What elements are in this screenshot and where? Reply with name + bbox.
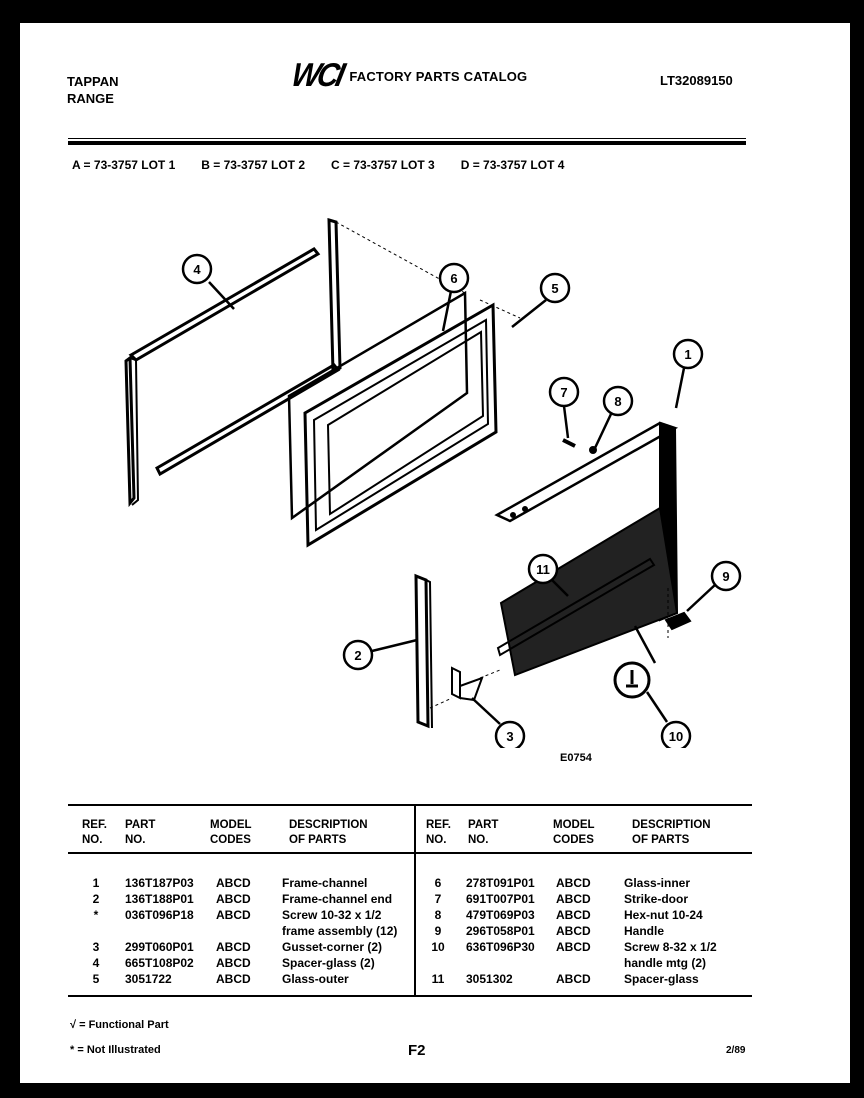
col-header-model-right: MODEL CODES	[553, 819, 595, 846]
header-rule-thick	[68, 141, 746, 145]
table-left-models: ABCD ABCD ABCD ABCD ABCD ABCD	[216, 876, 251, 986]
table-left-parts: 136T187P03 136T188P01 036T096P18 299T060P01 665T108P02 3051722	[125, 876, 194, 986]
header-rule-thin	[68, 138, 746, 139]
svg-text:6: 6	[450, 271, 458, 286]
catalog-title: FACTORY PARTS CATALOG	[349, 68, 528, 84]
callout-7	[550, 378, 578, 438]
table-header-rule	[68, 852, 752, 854]
part-7-strike-door	[563, 440, 575, 446]
page-code: F2	[408, 1042, 426, 1059]
callout-2	[344, 640, 417, 669]
svg-text:7: 7	[560, 385, 568, 400]
col-header-part-right: PART NO.	[468, 819, 499, 846]
callout-10	[662, 722, 690, 748]
svg-text:9: 9	[722, 569, 730, 584]
col-header-model: MODEL CODES	[210, 819, 252, 846]
col-header-ref-right: REF. NO.	[426, 819, 451, 846]
lot-b: B = 73-3757 LOT 2	[201, 158, 305, 172]
wci-logo: WCI	[288, 57, 346, 94]
functional-part-note: √ = Functional Part	[70, 1019, 169, 1031]
part-4-spacer-glass	[126, 220, 340, 505]
callout-4	[183, 255, 234, 309]
svg-text:3: 3	[506, 729, 514, 744]
callout-8	[595, 387, 632, 448]
brand-name: TAPPAN	[67, 74, 119, 89]
table-left-refs: 1 2 * 3 4 5	[92, 876, 100, 986]
catalog-title-block	[288, 57, 528, 94]
diagram-id: E0754	[560, 752, 592, 764]
product-name: RANGE	[67, 91, 114, 106]
svg-text:10: 10	[668, 729, 684, 744]
exploded-parts-diagram	[100, 208, 800, 748]
part-3-gusset-corner	[452, 668, 482, 700]
callout-5	[512, 274, 569, 327]
col-header-ref: REF. NO.	[82, 819, 107, 846]
svg-text:4: 4	[193, 262, 201, 277]
callout-3	[472, 698, 524, 748]
svg-text:8: 8	[614, 394, 622, 409]
table-right-parts: 278T091P01 691T007P01 479T069P03 296T058P01 636T096P30 3051302	[466, 876, 535, 986]
table-right-models: ABCD ABCD ABCD ABCD ABCD ABCD	[556, 876, 591, 986]
svg-text:11: 11	[536, 562, 550, 577]
table-bottom-rule	[68, 995, 752, 997]
svg-text:5: 5	[551, 281, 559, 296]
lot-d: D = 73-3757 LOT 4	[460, 158, 565, 172]
lot-legend	[72, 158, 590, 172]
part-2-frame-channel-end	[416, 576, 432, 728]
brand-block	[67, 73, 119, 107]
table-top-rule	[68, 804, 752, 806]
table-right-refs: 6 7 8 9 10 11	[431, 876, 445, 986]
not-illustrated-note: * = Not Illustrated	[70, 1044, 161, 1056]
col-header-desc-right: DESCRIPTION OF PARTS	[632, 819, 711, 846]
col-header-part: PART NO.	[125, 819, 156, 846]
callout-10-screw	[615, 626, 667, 722]
revision-date: 2/89	[726, 1045, 746, 1056]
callout-1	[674, 340, 702, 408]
model-number: LT32089150	[660, 73, 733, 88]
callout-9	[687, 562, 740, 611]
catalog-page	[20, 23, 850, 1083]
svg-text:2: 2	[354, 648, 362, 663]
lot-a: A = 73-3757 LOT 1	[72, 158, 176, 172]
svg-text:1: 1	[684, 347, 692, 362]
table-left-descs: Frame-channel Frame-channel end Screw 10-32 x 1/2 frame assembly (12) Gusset-corner (2) Spacer-glass (2) Glass-outer	[282, 876, 398, 986]
lot-c: C = 73-3757 LOT 3	[331, 158, 435, 172]
col-header-desc: DESCRIPTION OF PARTS	[289, 819, 368, 846]
table-column-divider	[414, 804, 416, 997]
part-1-frame-channel	[497, 423, 677, 675]
table-right-descs: Glass-inner Strike-door Hex-nut 10-24 Handle Screw 8-32 x 1/2 handle mtg (2) Spacer-glass	[624, 876, 717, 986]
